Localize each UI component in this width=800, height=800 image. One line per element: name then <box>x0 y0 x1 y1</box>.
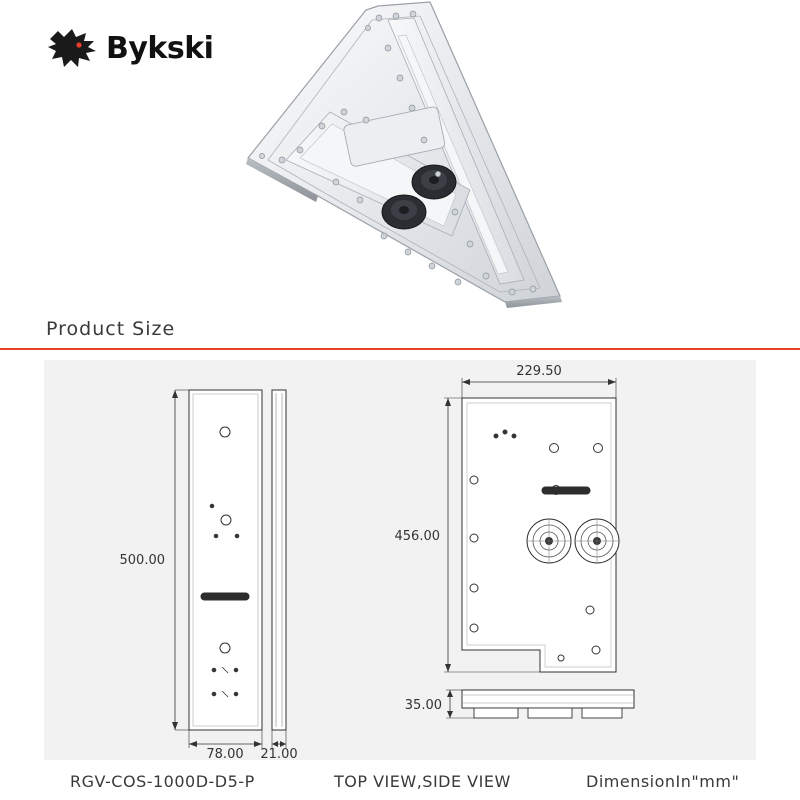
side-view-drawing <box>260 390 297 760</box>
units-caption: DimensionIn"mm" <box>586 772 740 791</box>
bottom-section-thickness-label: 35.00 <box>404 698 442 713</box>
dimension-drawing-panel <box>44 360 756 760</box>
distro-plate-body <box>246 2 562 308</box>
front-view-drawing <box>120 390 263 760</box>
top-view-drawing <box>395 364 620 672</box>
section-title: Product Size <box>46 318 176 340</box>
product-render <box>0 0 800 310</box>
model-number-caption: RGV-COS-1000D-D5-P <box>70 772 255 791</box>
pump-housing-2 <box>382 195 426 229</box>
pump-housing-1 <box>412 165 456 199</box>
side-view-thickness-label: 21.00 <box>260 747 298 760</box>
product-size-section-header <box>0 312 800 350</box>
front-view-height-label: 500.00 <box>119 553 165 568</box>
view-names-caption: TOP VIEW,SIDE VIEW <box>334 772 511 791</box>
section-divider <box>0 348 800 350</box>
front-view-width-label: 78.00 <box>206 747 244 760</box>
pump-mount-1 <box>527 519 571 563</box>
pump-mount-2 <box>575 519 619 563</box>
top-view-width-label: 229.50 <box>516 364 562 379</box>
top-view-height-label: 456.00 <box>394 529 440 544</box>
technical-drawings <box>44 360 756 760</box>
brand-name: Bykski <box>106 30 214 66</box>
bottom-section-view-drawing <box>405 690 634 718</box>
